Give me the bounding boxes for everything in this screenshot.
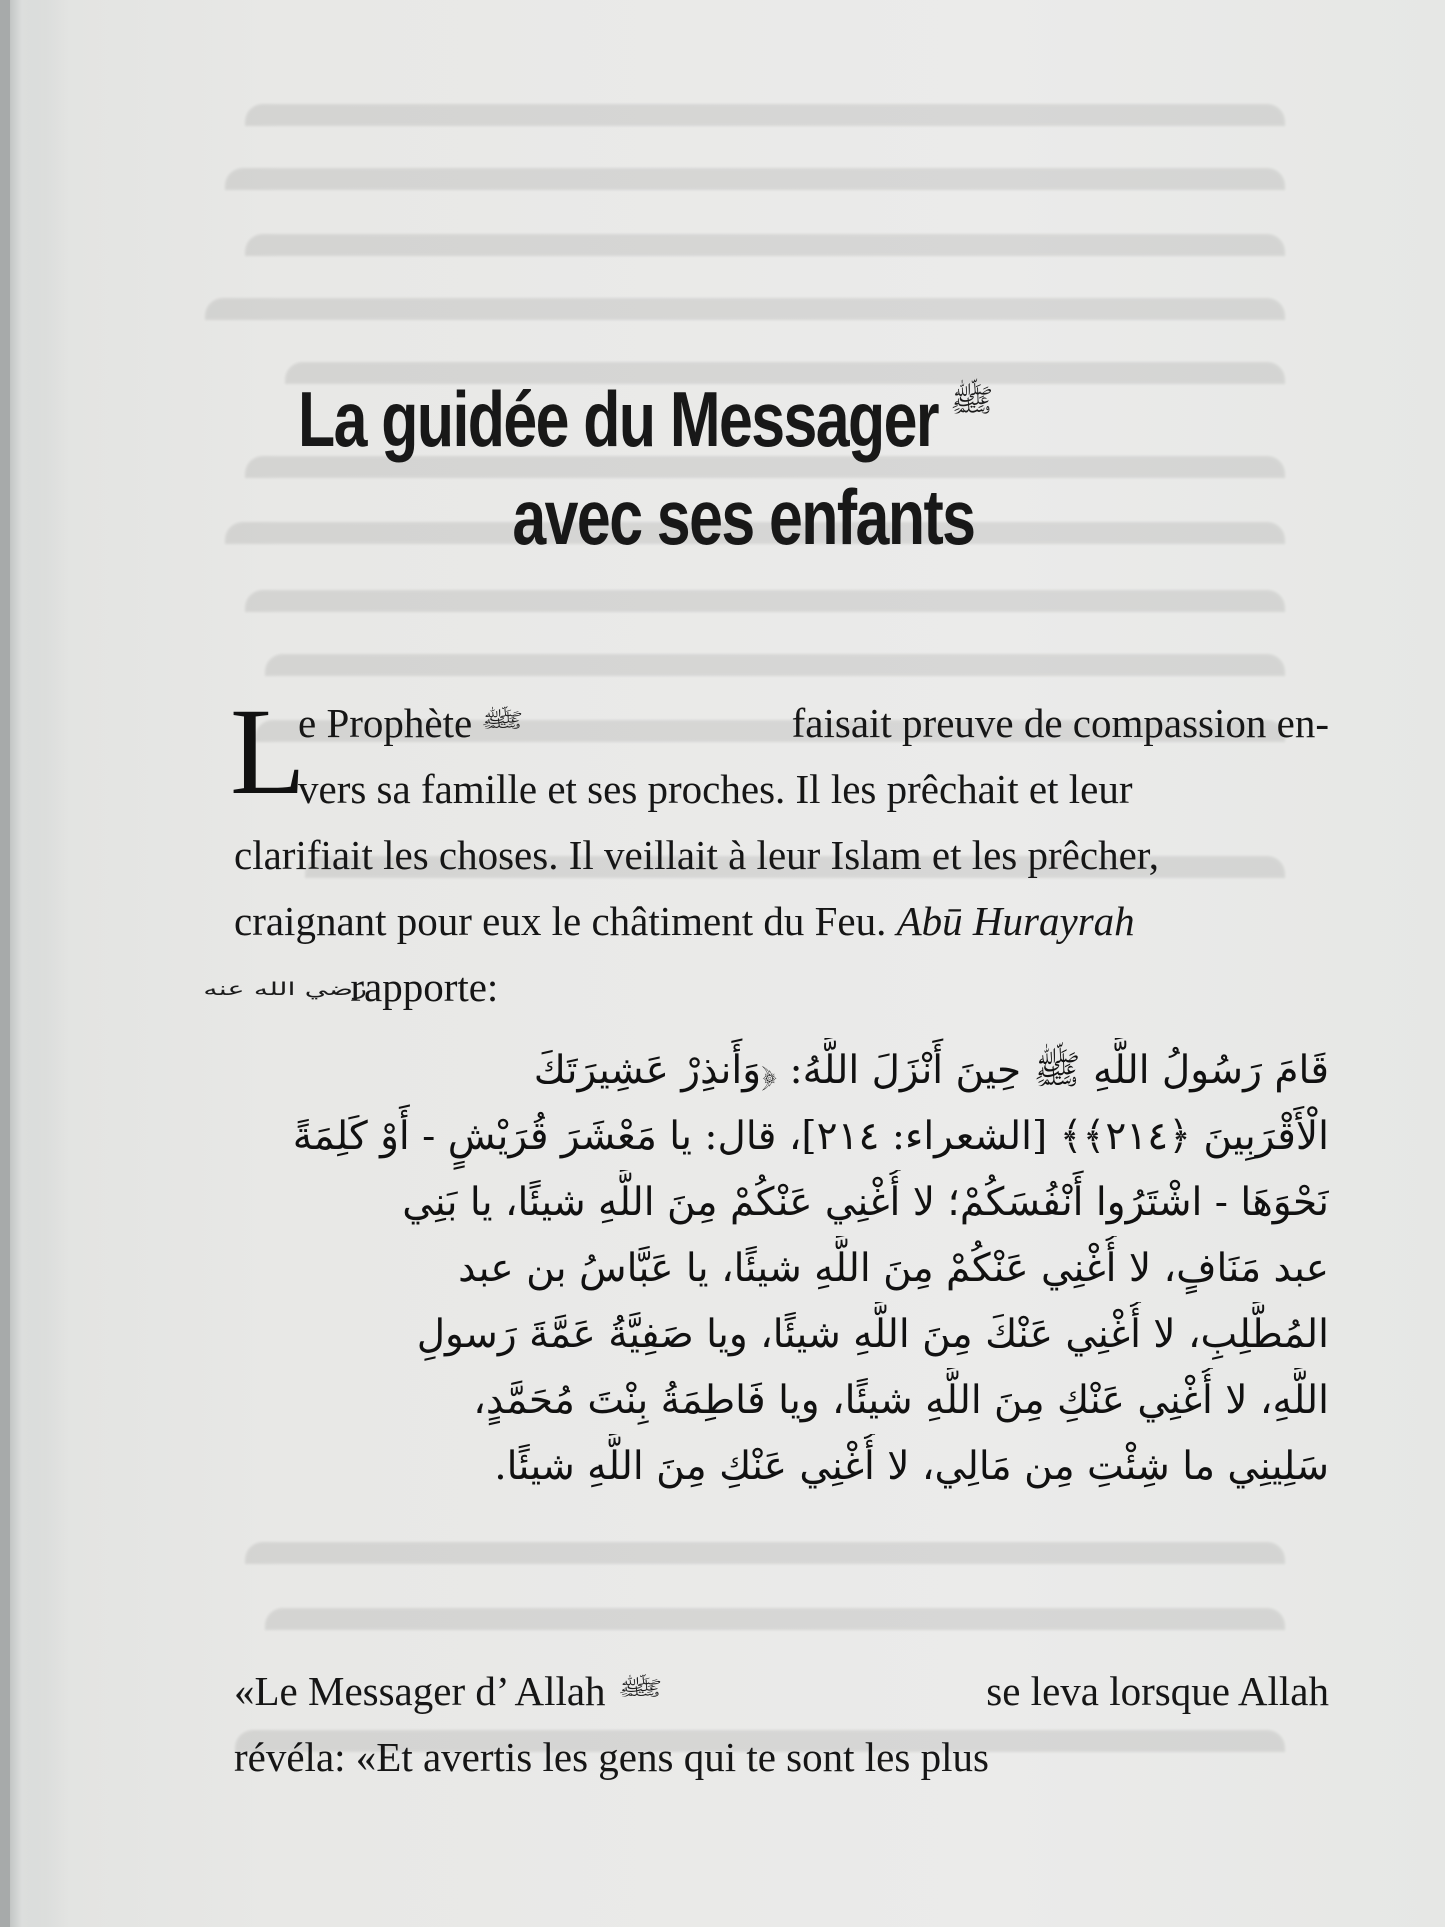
intro-prophete-text: e Prophète <box>298 700 473 746</box>
arabic-line-5: المُطَّلِبِ، لا أُغْنِي عَنْكَ مِنَ اللَّهِ شيئًا، ويا صَفِيَّةُ عَمَّةَ رَسولِ <box>416 1312 1329 1357</box>
intro-line-1-end: faisait preuve de compassion en- <box>791 700 1329 746</box>
intro-line-5-text: rapporte: <box>350 964 499 1010</box>
chapter-title <box>252 370 1032 566</box>
intro-line-1 <box>234 690 1329 756</box>
intro-paragraph <box>203 683 1329 1020</box>
book-page <box>62 0 1445 1927</box>
adjacent-page-edge <box>0 0 10 1927</box>
intro-line-5 <box>203 954 1329 1020</box>
translation-paragraph <box>234 1658 1329 1790</box>
salutation-calligraphy: ﷺ <box>480 707 525 732</box>
arabic-line-7: سَلِينِي ما شِئْتِ مِن مَالِي، لا أُغْنِي عَنْكِ مِنَ اللَّهِ شيئًا. <box>494 1444 1329 1489</box>
salutation-calligraphy: ﷺ <box>616 1675 663 1700</box>
arabic-line-2: الْأَقْرَبِينَ ﴿٢١٤﴾﴾ [الشعراء: ٢١٤]، قال: يا مَعْشَرَ قُرَيْشٍ - أَوْ كَلِمَةً <box>292 1114 1329 1159</box>
narrator-name: Abū Hurayrah <box>896 898 1135 944</box>
arabic-line-4: عبد مَنَافٍ، لا أُغْنِي عَنْكُمْ مِنَ اللَّهِ شيئًا، يا عَبَّاسُ بن عبد <box>458 1246 1329 1291</box>
intro-line-2: vers sa famille et ses proches. Il les prêchait et leur <box>298 766 1133 812</box>
chapter-title-text-1: La guidée du Messager <box>298 375 939 464</box>
translation-line-2: révéla: «Et avertis les gens qui te sont les plus <box>234 1734 989 1780</box>
arabic-line-1: قَامَ رَسُولُ اللَّهِ ﷺ حِينَ أَنْزَلَ اللَّهُ: ﴿وَأَنذِرْ عَشِيرَتَكَ <box>533 1048 1329 1093</box>
translation-line-1-start <box>234 1658 672 1724</box>
intro-text-block <box>203 683 1329 1020</box>
chapter-title-line-2: avec ses enfants <box>512 473 975 562</box>
intro-line-4-regular: craignant pour eux le châtiment du Feu. <box>234 898 897 944</box>
drop-cap: L <box>230 683 306 820</box>
arabic-hadith-text <box>234 1038 1329 1500</box>
salutation-calligraphy: ﷺ <box>949 383 994 420</box>
arabic-line-6: اللَّهِ، لا أُغْنِي عَنْكِ مِنَ اللَّهِ شيئًا، ويا فَاطِمَةُ بِنْتَ مُحَمَّدٍ، <box>473 1378 1329 1423</box>
translation-line-1 <box>234 1658 1329 1724</box>
intro-line-4 <box>234 888 1329 954</box>
translation-line-1-end: se leva lorsque Allah <box>986 1668 1329 1714</box>
intro-line-3: clarifiait les choses. Il veillait à leur Islam et les prêcher, <box>234 832 1160 878</box>
chapter-title-line-1 <box>252 370 1032 468</box>
radiya-calligraphy: رضي الله عنه <box>203 978 368 1000</box>
translation-messager-text: «Le Messager d’ Allah <box>234 1668 606 1714</box>
intro-line-1-start <box>298 690 532 756</box>
arabic-line-3: نَحْوَهَا - اشْتَرُوا أَنْفُسَكُمْ؛ لا أُغْنِي عَنْكُمْ مِنَ اللَّهِ شيئًا، يا بَنِي <box>402 1180 1329 1225</box>
